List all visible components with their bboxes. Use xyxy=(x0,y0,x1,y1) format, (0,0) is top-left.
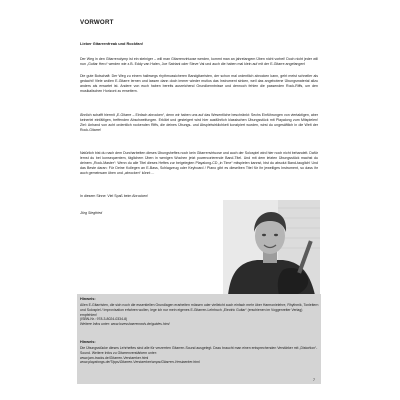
paragraph: Der Weg in den Gitarrenolymp ist ein steiniger – will man Gitarrenvirtuose werden, kommt man an jahrelangem Üben nicht vorbei! Doch nicht jeder will nun „Guitar Hero“ werden wie z.B. Eddy van Halen, Joe Satriani oder Steve Vai und auch die haben mal klein auf mit der E-Gitarre angefangen! xyxy=(80,57,318,66)
hint-heading: Hinweis: xyxy=(80,340,96,344)
hint-text xyxy=(80,346,320,365)
paragraph: In diesem Sinne: Viel Spaß beim Abrocken! xyxy=(80,194,149,198)
paragraph: Die gute Botschaft: Der Weg zu einem halbwegs rhythmussicheren Bandgitarristen, der schon mal ordentlich abrocken kann, geht meist schneller als gedacht! Viele wollen E-Gitarre lernen und lassen dann doch immer wieder mutlos das Instrument sinken, weil das angebotene Übungsmaterial allzu anders als erwartet ist. Andere von euch haben bereits ausreichend Grundkenntnisse und dennoch fehlen die passenden Rock-Riffs, um den musikalischen Horizont zu erweitern. xyxy=(80,74,318,93)
hint-line: Die Übungsstücke dieses Lehrheftes sind alle für verzerrten Gitarren-Sound ausgelegt. Dazu braucht man einen entsprechenden Verstärker mit „Distortion“-Sound. Weitere Infos zu Gitarrenverstärkern unter: xyxy=(80,346,318,355)
paragraph: Ähnlich schafft hiermit „E-Gitarre – Einfach abrocken“, denn wir haben uns auf das Wesentliche beschränkt: Sechs Einführungen von viertaktigen, aber keinerlei einfältigen, treffenden Abschweifungen. Erklärt und gesteigert wird hier ausführlich klassischen Übungsstück mit Playalong zum Mitspielen! Ziel: Anhand von acht ordentlich rockenden Riffs, die deines Übungs- und Abspielwirklichkeit konzipiert wurden, wirst du ungesäftlich in die Welt der Rock-Gitarre! xyxy=(80,113,318,132)
author-photo xyxy=(223,200,320,295)
page-title: VORWORT xyxy=(80,19,114,26)
hint-link[interactable]: Weitere Infos unter: www.lovesshaerecords.de/guides.html xyxy=(80,322,170,327)
hint-link[interactable]: www.playalongs.de/Tipps/Gitarren-Verstaerker/amps/Gitarren-Verstaerker.html xyxy=(80,360,200,365)
hint-heading: Hinweis: xyxy=(80,297,96,301)
hint-url[interactable]: www.jam-tracks.de/Gitarren-Verstaerker.html xyxy=(80,355,149,360)
author-signature: Jörg Siegfried xyxy=(80,211,103,215)
hint-line: Allen E-Gitarristen, die sich noch die essentiellen Grundlagen erarbeiten müssen oder vielleicht auch einfach mehr über Harmonielehre, Rhythmik, Tonleitern und Solospiel / Improvisation erfahren wollen, lege ich nur mein eigenes E-Gitarren-Lehrbuch „Electric Guitar“ (erschienen im Voggenreiter Verlag) empfehlen! xyxy=(80,303,319,317)
author-portrait-image xyxy=(223,200,320,295)
hint-isbn: (ISBN-Nr.: 978-3-8024-0334-8) xyxy=(80,317,128,322)
paragraph: Natürlich bist du nach dem Durcharbeiten dieses Übungsheftes noch kein Gitarrenvirtuose und auch der Solospiel wird hier noch nicht behandelt. Dafür lernst du bei konsequentem, täglichem Üben in wenigen Wochen jetzt powercorierende Band-Titel. Und mit dem letzten Übungsstück machst du deinem „Rock-Master“: Wenn du alle Titel dieses Heftes zur beigelegten Playalong-CD „in Time“ mitspielen kannst, bist du absolut Band-tauglich! Und das Beste daran: Für Deine Kollegen an E-Bass, Schlagzeug oder Keyboard / Piano gibt es dieselben Titel für ihr jeweiliges Instrument, so dass ihr auch gemeinsam üben und „abrocken“ könnt ... xyxy=(80,151,318,175)
hint-text xyxy=(80,303,320,327)
greeting: Lieber Gitarrenfreak und Rockfan! xyxy=(80,41,144,46)
page-number: 7 xyxy=(313,378,315,382)
